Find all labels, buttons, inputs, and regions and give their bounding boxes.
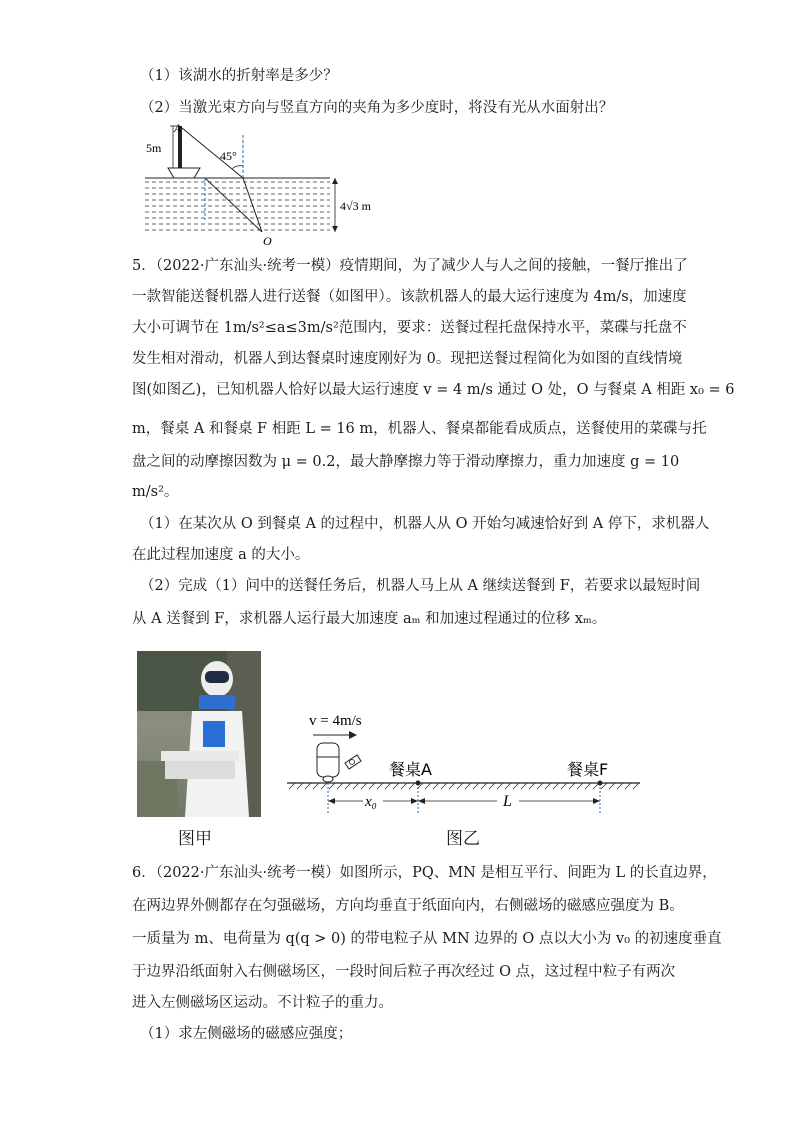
- label-O: O: [263, 234, 272, 248]
- caption-figure-yi: 图乙: [446, 829, 480, 849]
- q5-line-5: 图(如图乙)，已知机器人恰好以最大运行速度 v = 4 m/s 通过 O 处，O 与餐桌 A 相距 x₀ = 6: [132, 382, 735, 398]
- q6-subquestion-1: （1）求左侧磁场的磁感应强度；: [140, 1026, 353, 1042]
- q6-line-5: 进入左侧磁场区运动。不计粒子的重力。: [132, 995, 393, 1011]
- q5-subquestion-2b: 从 A 送餐到 F，求机器人运行最大加速度 aₘ 和加速过程通过的位移 xₘ。: [132, 611, 607, 627]
- robot-track-diagram: [285, 705, 645, 815]
- label-table-F: 餐桌F: [567, 760, 609, 779]
- label-angle: 45°: [220, 149, 237, 163]
- q4-subquestion-2: （2）当激光束方向与竖直方向的夹角为多少度时，将没有光从水面射出？: [140, 100, 614, 116]
- q5-subquestion-1a: （1）在某次从 O 到餐桌 A 的过程中，机器人从 O 开始匀减速恰好到 A 停下，求机器人: [140, 516, 710, 532]
- label-height: 5m: [146, 141, 162, 155]
- q4-subquestion-1: （1）该湖水的折射率是多少？: [140, 68, 338, 84]
- q6-line-1: 6．（2022·广东汕头·统考一模）如图所示，PQ、MN 是相互平行、间距为 L 的长直边界，: [132, 865, 717, 881]
- q6-line-4: 于边界沿纸面射入右侧磁场区，一段时间后粒子再次经过 O 点，这过程中粒子有两次: [132, 964, 676, 980]
- label-A: A: [174, 121, 182, 135]
- q5-subquestion-2a: （2）完成（1）问中的送餐任务后，机器人马上从 A 继续送餐到 F，若要求以最短时间: [140, 578, 701, 594]
- q6-line-3: 一质量为 m、电荷量为 q(q > 0) 的带电粒子从 MN 边界的 O 点以大小为 v₀ 的初速度垂直: [132, 931, 722, 947]
- label-x0: x₀: [365, 794, 377, 810]
- label-L: L: [503, 793, 512, 810]
- label-velocity: v = 4m/s: [309, 713, 362, 729]
- lake-diagram: [140, 120, 380, 250]
- q5-line-3: 大小可调节在 1m/s²≤a≤3m/s²范围内，要求：送餐过程托盘保持水平，菜碟与托盘不: [132, 320, 687, 336]
- q5-line-7: 盘之间的动摩擦因数为 μ = 0.2，最大静摩擦力等于滑动摩擦力，重力加速度 g = 10: [132, 454, 680, 470]
- robot-photo: [137, 651, 261, 817]
- label-table-A: 餐桌A: [389, 760, 432, 779]
- q5-line-6: m，餐桌 A 和餐桌 F 相距 L = 16 m，机器人、餐桌都能看成质点，送餐使用的菜碟与托: [132, 421, 707, 437]
- q5-line-8: m/s²。: [132, 484, 179, 500]
- q5-line-2: 一款智能送餐机器人进行送餐（如图甲）。该款机器人的最大运行速度为 4m/s，加速度: [132, 289, 687, 305]
- q5-subquestion-1b: 在此过程加速度 a 的大小。: [132, 547, 310, 563]
- q5-line-1: 5．（2022·广东汕头·统考一模）疫情期间，为了减少人与人之间的接触，一餐厅推出了: [132, 258, 688, 274]
- q5-line-4: 发生相对滑动，机器人到达餐桌时速度刚好为 0。现把送餐过程简化为如图的直线情境: [132, 351, 683, 367]
- caption-figure-jia: 图甲: [178, 829, 212, 849]
- label-depth: 4√3 m: [340, 199, 371, 213]
- q6-line-2: 在两边界外侧都存在匀强磁场，方向均垂直于纸面向内，右侧磁场的磁感应强度为 B。: [132, 898, 684, 914]
